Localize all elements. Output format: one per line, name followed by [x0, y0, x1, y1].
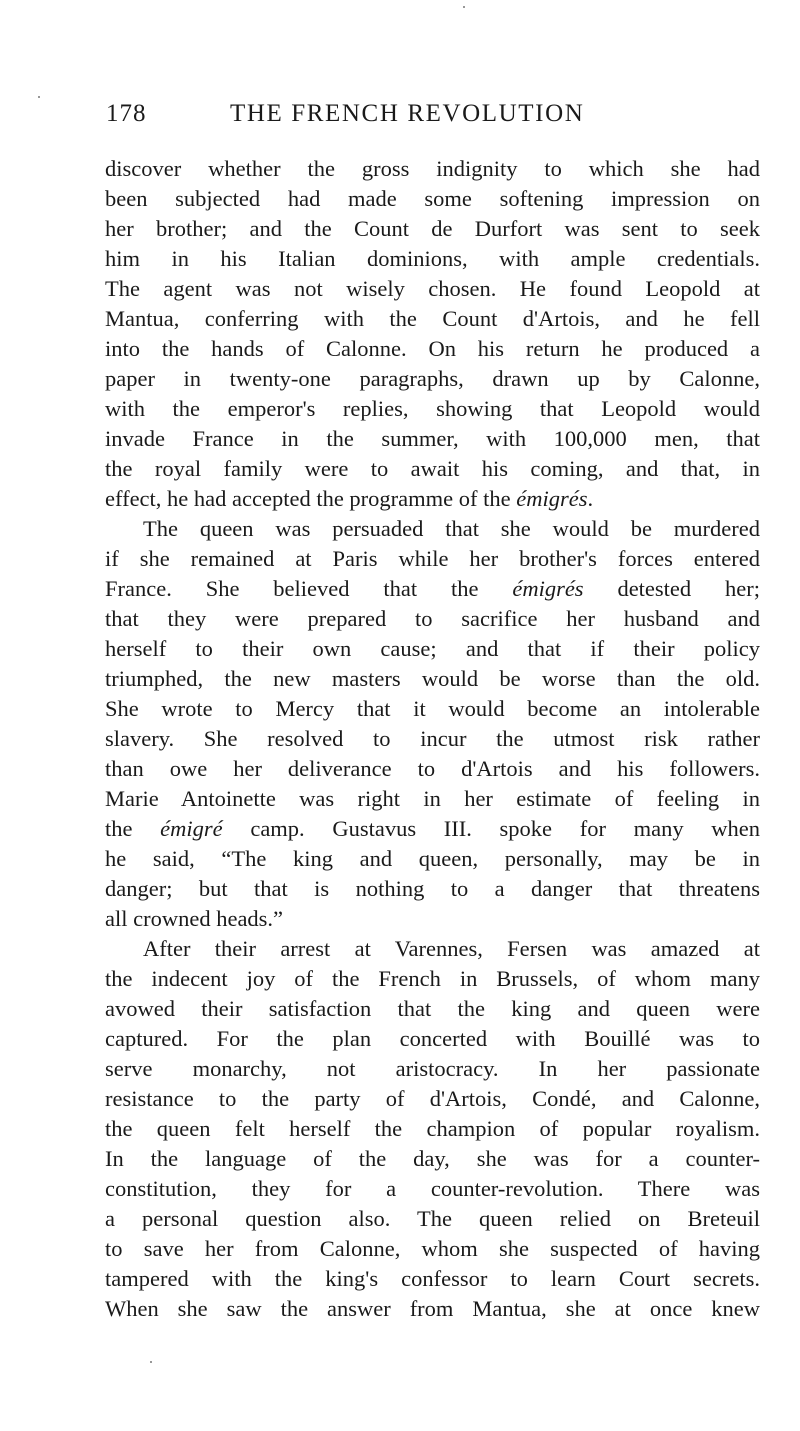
text-line: herself to their own cause; and that if their policy	[105, 636, 760, 661]
paragraph	[105, 154, 760, 514]
text-line: the royal family were to await his coming, and that, in	[105, 456, 760, 481]
text-line: In the language of the day, she was for a counter-	[105, 1146, 760, 1171]
text-line: The queen was persuaded that she would be murdered	[143, 516, 760, 541]
text-line: tampered with the king's confessor to learn Court secrets.	[105, 1266, 760, 1291]
text-line: triumphed, the new masters would be worse than the old.	[105, 666, 760, 691]
text-line: resistance to the party of d'Artois, Condé, and Calonne,	[105, 1086, 760, 1111]
text-line: invade France in the summer, with 100,000 men, that	[105, 426, 760, 451]
text-line: The agent was not wisely chosen. He found Leopold at	[105, 276, 760, 301]
text-line: France. She believed that the émigrés detested her;	[105, 576, 760, 601]
text-line: him in his Italian dominions, with ample credentials.	[105, 246, 760, 271]
text-line: if she remained at Paris while her brother's forces entered	[105, 546, 760, 571]
paragraph	[105, 934, 760, 1324]
scan-speck	[150, 1361, 152, 1363]
page-header	[106, 100, 760, 136]
paragraph	[105, 514, 760, 934]
text-line: slavery. She resolved to incur the utmost risk rather	[105, 726, 760, 751]
text-line: the émigré camp. Gustavus III. spoke for many when	[105, 816, 760, 841]
text-line: than owe her deliverance to d'Artois and his followers.	[105, 756, 760, 781]
text-line: avowed their satisfaction that the king and queen were	[105, 996, 760, 1021]
text-line: been subjected had made some softening impression on	[105, 186, 760, 211]
text-line: the indecent joy of the French in Brussels, of whom many	[105, 966, 760, 991]
text-line: constitution, they for a counter-revolution. There was	[105, 1176, 760, 1201]
italic-term: émigré	[160, 816, 223, 841]
text-line: with the emperor's replies, showing that Leopold would	[105, 396, 760, 421]
text-line: that they were prepared to sacrifice her husband and	[105, 606, 760, 631]
text-line: captured. For the plan concerted with Bouillé was to	[105, 1026, 760, 1051]
text-line: to save her from Calonne, whom she suspected of having	[105, 1236, 760, 1261]
text-line: he said, “The king and queen, personally, may be in	[105, 846, 760, 871]
text-line: her brother; and the Count de Durfort was sent to seek	[105, 216, 760, 241]
text-line: Marie Antoinette was right in her estimate of feeling in	[105, 786, 760, 811]
text-line: effect, he had accepted the programme of the émigrés.	[105, 486, 594, 511]
text-line: serve monarchy, not aristocracy. In her passionate	[105, 1056, 760, 1081]
scan-speck	[38, 96, 40, 98]
text-line: She wrote to Mercy that it would become an intolerable	[105, 696, 760, 721]
text-line: the queen felt herself the champion of popular royalism.	[105, 1116, 760, 1141]
text-line: a personal question also. The queen relied on Breteuil	[105, 1206, 760, 1231]
text-line: discover whether the gross indignity to which she had	[105, 156, 760, 181]
text-line: into the hands of Calonne. On his return he produced a	[105, 336, 760, 361]
page-number: 178	[106, 100, 147, 127]
text-line: When she saw the answer from Mantua, she at once knew	[105, 1296, 760, 1321]
italic-term: émigrés	[516, 486, 588, 511]
text-line: all crowned heads.”	[105, 906, 284, 931]
text-line: paper in twenty-one paragraphs, drawn up by Calonne,	[105, 366, 760, 391]
scan-speck	[463, 6, 465, 8]
text-line: After their arrest at Varennes, Fersen was amazed at	[143, 936, 760, 961]
italic-term: émigrés	[512, 576, 584, 601]
text-line: Mantua, conferring with the Count d'Artois, and he fell	[105, 306, 760, 331]
text-line: danger; but that is nothing to a danger that threatens	[105, 876, 760, 901]
body-text	[105, 154, 760, 1324]
running-title: THE FRENCH REVOLUTION	[230, 100, 585, 127]
